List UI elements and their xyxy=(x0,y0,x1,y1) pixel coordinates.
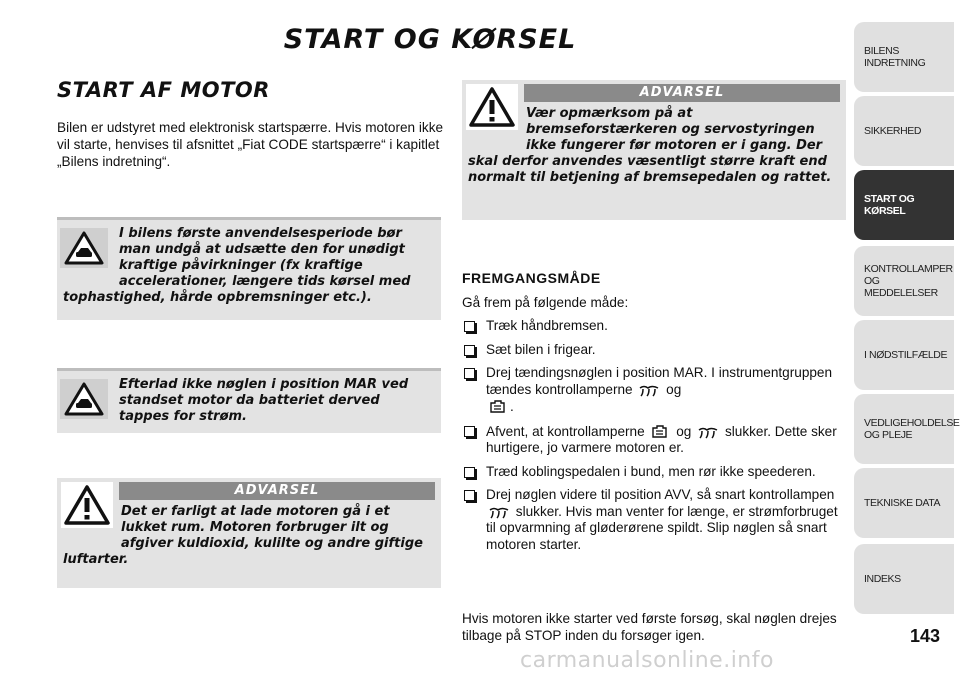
list-item: Afvent, at kontrollamperne og slukker. Dette sker hurtigere, jo varmere motoren er. xyxy=(462,423,846,457)
glow-plug-icon xyxy=(638,385,660,397)
warning-box xyxy=(462,80,846,220)
note-box xyxy=(57,217,441,320)
tab-kontrollamper[interactable]: KONTROLLAMPER OG MEDDELELSER xyxy=(854,246,954,316)
procedure-intro: Gå frem på følgende måde: xyxy=(462,295,629,310)
checkbox-bullet-icon xyxy=(464,368,475,379)
warning-label: ADVARSEL xyxy=(524,84,840,102)
checkbox-bullet-icon xyxy=(464,321,475,332)
note-text: I bilens første anvendelsesperiode bør man undgå at udsætte den for unødigt kraftige påvirkninger (fx kraftige accelerationer, længere tids kørsel med tophastighed, hårde opbremsninger etc.). xyxy=(63,226,411,305)
tab-tekniske-data[interactable]: TEKNISKE DATA xyxy=(854,468,954,538)
tab-sikkerhed[interactable]: SIKKERHED xyxy=(854,96,954,166)
tab-indeks[interactable]: INDEKS xyxy=(854,544,954,614)
tab-bilens-indretning[interactable]: BILENS INDRETNING xyxy=(854,22,954,92)
procedure-steps xyxy=(462,318,846,560)
section-title: START AF MOTOR xyxy=(57,78,270,102)
tab-i-nodstilfaelde[interactable]: I NØDSTILFÆLDE xyxy=(854,320,954,390)
page-title: START OG KØRSEL xyxy=(283,24,577,55)
intro-paragraph: Bilen er udstyret med elektronisk startspærre. Hvis motoren ikke vil starte, henvises til afsnittet „Fiat CODE startspærre“ i kapitlet „Bilens indretning“. xyxy=(57,120,444,169)
list-item: Træd koblingspedalen i bund, men rør ikke speederen. xyxy=(462,464,846,481)
page-number: 143 xyxy=(909,626,940,646)
car-warning-triangle-icon xyxy=(60,228,108,268)
note-box xyxy=(57,368,441,433)
engine-failure-icon xyxy=(488,398,508,414)
warning-text: Vær opmærksom på at bremseforstærkeren og servostyringen ikke fungerer før motoren er i gang. Der skal derfor anvendes væsentligt større kraft end normalt til betjening af bremsepedalen og rattet. xyxy=(468,106,832,185)
glow-plug-icon xyxy=(488,507,510,519)
watermark: carmanualsonline.info xyxy=(520,648,774,673)
closing-paragraph: Hvis motoren ikke starter ved første forsøg, skal nøglen drejes tilbage på STOP inden du forsøger igen. xyxy=(462,611,837,643)
engine-failure-icon xyxy=(650,423,670,439)
tab-start-og-korsel[interactable]: START OG KØRSEL xyxy=(854,170,954,240)
warning-label: ADVARSEL xyxy=(119,482,435,500)
checkbox-bullet-icon xyxy=(464,490,475,501)
list-item: Drej tændingsnøglen i position MAR. I instrumentgruppen tændes kontrollamperne og . xyxy=(462,365,846,416)
exclamation-triangle-icon xyxy=(466,84,518,130)
tab-vedligeholdelse[interactable]: VEDLIGEHOLDELSE OG PLEJE xyxy=(854,394,954,464)
warning-box xyxy=(57,478,441,588)
list-item: Sæt bilen i frigear. xyxy=(462,342,846,359)
list-item: Træk håndbremsen. xyxy=(462,318,846,335)
car-warning-triangle-icon xyxy=(60,379,108,419)
list-item: Drej nøglen videre til position AVV, så snart kontrollampen slukker. Hvis man venter for længe, er strømforbruget til opvarmning af gløderørene spildt. Slip nøglen så snart motoren starter. xyxy=(462,487,846,553)
warning-text: Det er farligt at lade motoren gå i et lukket rum. Motoren forbruger ilt og afgiver kuldioxid, kulilte og andre giftige luftarter. xyxy=(63,504,423,567)
checkbox-bullet-icon xyxy=(464,426,475,437)
glow-plug-icon xyxy=(697,427,719,439)
chapter-sidebar xyxy=(854,0,960,630)
exclamation-triangle-icon xyxy=(61,482,113,528)
note-text: Efterlad ikke nøglen i position MAR ved standset motor da batteriet derved tappes for strøm. xyxy=(119,377,409,424)
checkbox-bullet-icon xyxy=(464,345,475,356)
procedure-title: FREMGANGSMÅDE xyxy=(462,270,601,286)
checkbox-bullet-icon xyxy=(464,467,475,478)
